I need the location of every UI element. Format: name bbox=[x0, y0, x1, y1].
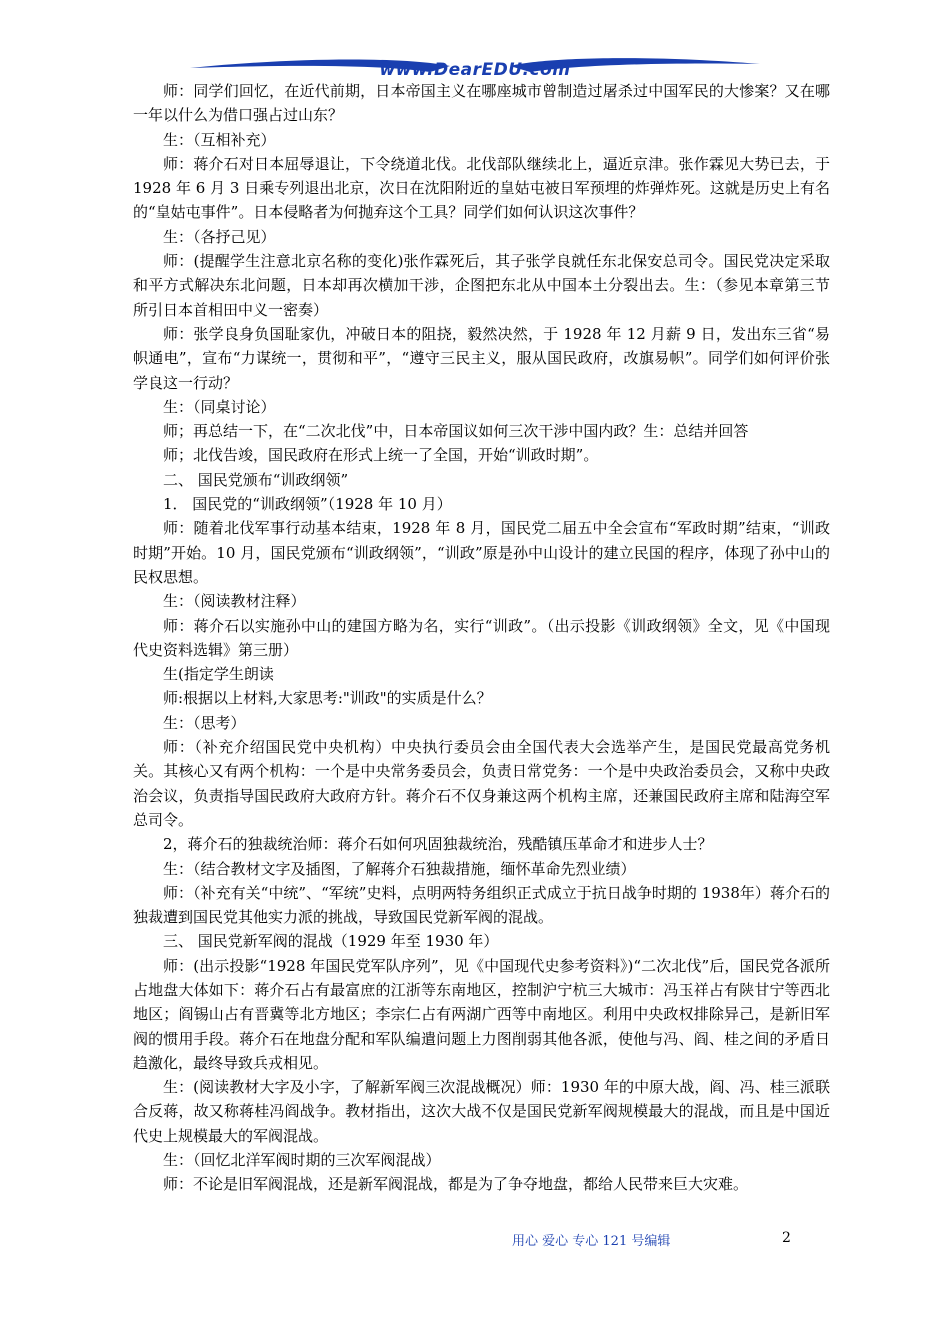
paragraph: 师:根据以上材料,大家思考:"训政"的实质是什么？ bbox=[163, 689, 492, 708]
paragraph: 生：（互相补充） bbox=[163, 130, 276, 149]
paragraph: 师：张学良身负国耻家仇，冲破日本的阻挠，毅然决然，于 1928 年 12 月薪 9 日，发出东三省“易帜通电”，宣布“力谋统一，贯彻和平”，“遵守三民主义，服从国民政府，改旗易帜”。同学们如何评价张学良这一行动？ bbox=[133, 324, 830, 392]
paragraph: 师；再总结一下，在“二次北伐”中，日本帝国议如何三次干涉中国内政？生：总结并回答 bbox=[163, 422, 749, 441]
paragraph: 生：(阅读教材大字及小字，了解新军阀三次混战概况）师：1930 年的中原大战，阎、冯、桂三派联合反蒋，故又称蒋桂冯阎战争。教材指出，这次大战不仅是国民党新军阀规模最大的混战，而且是中国近代史上规模最大的军阀混战。 bbox=[133, 1078, 830, 1145]
section-heading: 三、 国民党新军阀的混战（1929 年至 1930 年） bbox=[163, 932, 499, 951]
paragraph: 2，蒋介石的独裁统治师：蒋介石如何巩固独裁统治，残酷镇压革命才和进步人士？ bbox=[163, 835, 713, 854]
paragraph: 生：（阅读教材注释） bbox=[163, 592, 306, 611]
document-body bbox=[133, 79, 830, 1197]
paragraph: 师：（补充有关“中统”、“军统”史料，点明两特务组织正式成立于抗日战争时期的 1938年）蒋介石的独裁遭到国民党其他实力派的挑战，导致国民党新军阀的混战。 bbox=[133, 883, 830, 927]
paragraph: 师：(出示投影“1928 年国民党军队序列”，见《中国现代史参考资料》)“二次北伐”后，国民党各派所占地盘大体如下：蒋介石占有最富庶的江浙等东南地区，控制沪宁杭三大城市：冯玉祥占有陕甘宁等西北地区；阎锡山占有晋冀等北方地区；李宗仁占有两湖广西等中南地区。利用中央政权排除异己，是新旧军阀的惯用手段。蒋介石在地盘分配和军队编遣问题上力图削弱其他各派，使他与冯、阎、桂之间的矛盾日趋激化，最终导致兵戎相见。 bbox=[133, 956, 830, 1072]
paragraph: 师；北伐告竣，国民政府在形式上统一了全国，开始“训政时期”。 bbox=[163, 446, 599, 465]
paragraph: 生：（各抒己见） bbox=[163, 227, 276, 246]
paragraph: 师：蒋介石以实施孙中山的建国方略为名，实行“训政”。（出示投影《训政纲领》全文，见《中国现代史资料选辑》第三册） bbox=[133, 616, 830, 659]
paragraph: 生(指定学生朗读 bbox=[163, 665, 274, 684]
paragraph: 师：同学们回忆，在近代前期，日本帝国主义在哪座城市曾制造过屠杀过中国军民的大惨案？又在哪一年以什么为借口强占过山东？ bbox=[133, 82, 830, 125]
page-number: 2 bbox=[782, 1230, 791, 1246]
paragraph: 师：随着北伐军事行动基本结束，1928 年 8 月，国民党二届五中全会宣布“军政时期”结束，“训政时期”开始。10 月，国民党颁布“训政纲领”，“训政”原是孙中山设计的建立民国的程序，体现了孙中山的民权思想。 bbox=[133, 519, 830, 586]
paragraph: 生：（同桌讨论） bbox=[163, 397, 276, 416]
section-heading: 二、 国民党颁布“训政纲领” bbox=[163, 470, 349, 489]
paragraph: 师：不论是旧军阀混战，还是新军阀混战，都是为了争夺地盘，都给人民带来巨大灾难。 bbox=[163, 1175, 749, 1194]
site-url[interactable]: www.DearEDU.com bbox=[379, 60, 571, 80]
paragraph: 生：（思考） bbox=[163, 713, 246, 732]
subsection-heading: 1． 国民党的“训政纲领”（1928 年 10 月） bbox=[163, 495, 452, 514]
paragraph: 师：蒋介石对日本屈辱退让，下令绕道北伐。北伐部队继续北上，逼近京津。张作霖见大势已去，于 1928 年 6 月 3 日乘专列退出北京，次日在沈阳附近的皇姑屯被日军预埋的炸弹炸死。这就是历史上有名的“皇姑屯事件”。日本侵略者为何抛弃这个工具？同学们如何认识这次事件？ bbox=[133, 154, 830, 222]
paragraph: 师：(提醒学生注意北京名称的变化)张作霖死后，其子张学良就任东北保安总司令。国民党决定采取和平方式解决东北问题，日本却再次横加干涉，企图把东北从中国本土分裂出去。生：（参见本章第三节所引日本首相田中义一密奏） bbox=[133, 252, 830, 319]
paragraph: 师：（补充介绍国民党中央机构）中央执行委员会由全国代表大会选举产生，是国民党最高党务机关。其核心又有两个机构：一个是中央常务委员会，负责日常党务：一个是中央政治委员会，又称中央政治会议，负责指导国民政府大政府方针。蒋介石不仅身兼这两个机构主席，还兼国民政府主席和陆海空军总司令。 bbox=[133, 738, 830, 829]
paragraph: 生：（回忆北洋军阀时期的三次军阀混战） bbox=[163, 1151, 441, 1170]
footer-credit: 用心 爱心 专心 121 号编辑 bbox=[512, 1234, 671, 1249]
paragraph: 生：（结合教材文字及插图，了解蒋介石独裁措施，缅怀革命先烈业绩） bbox=[163, 859, 636, 878]
